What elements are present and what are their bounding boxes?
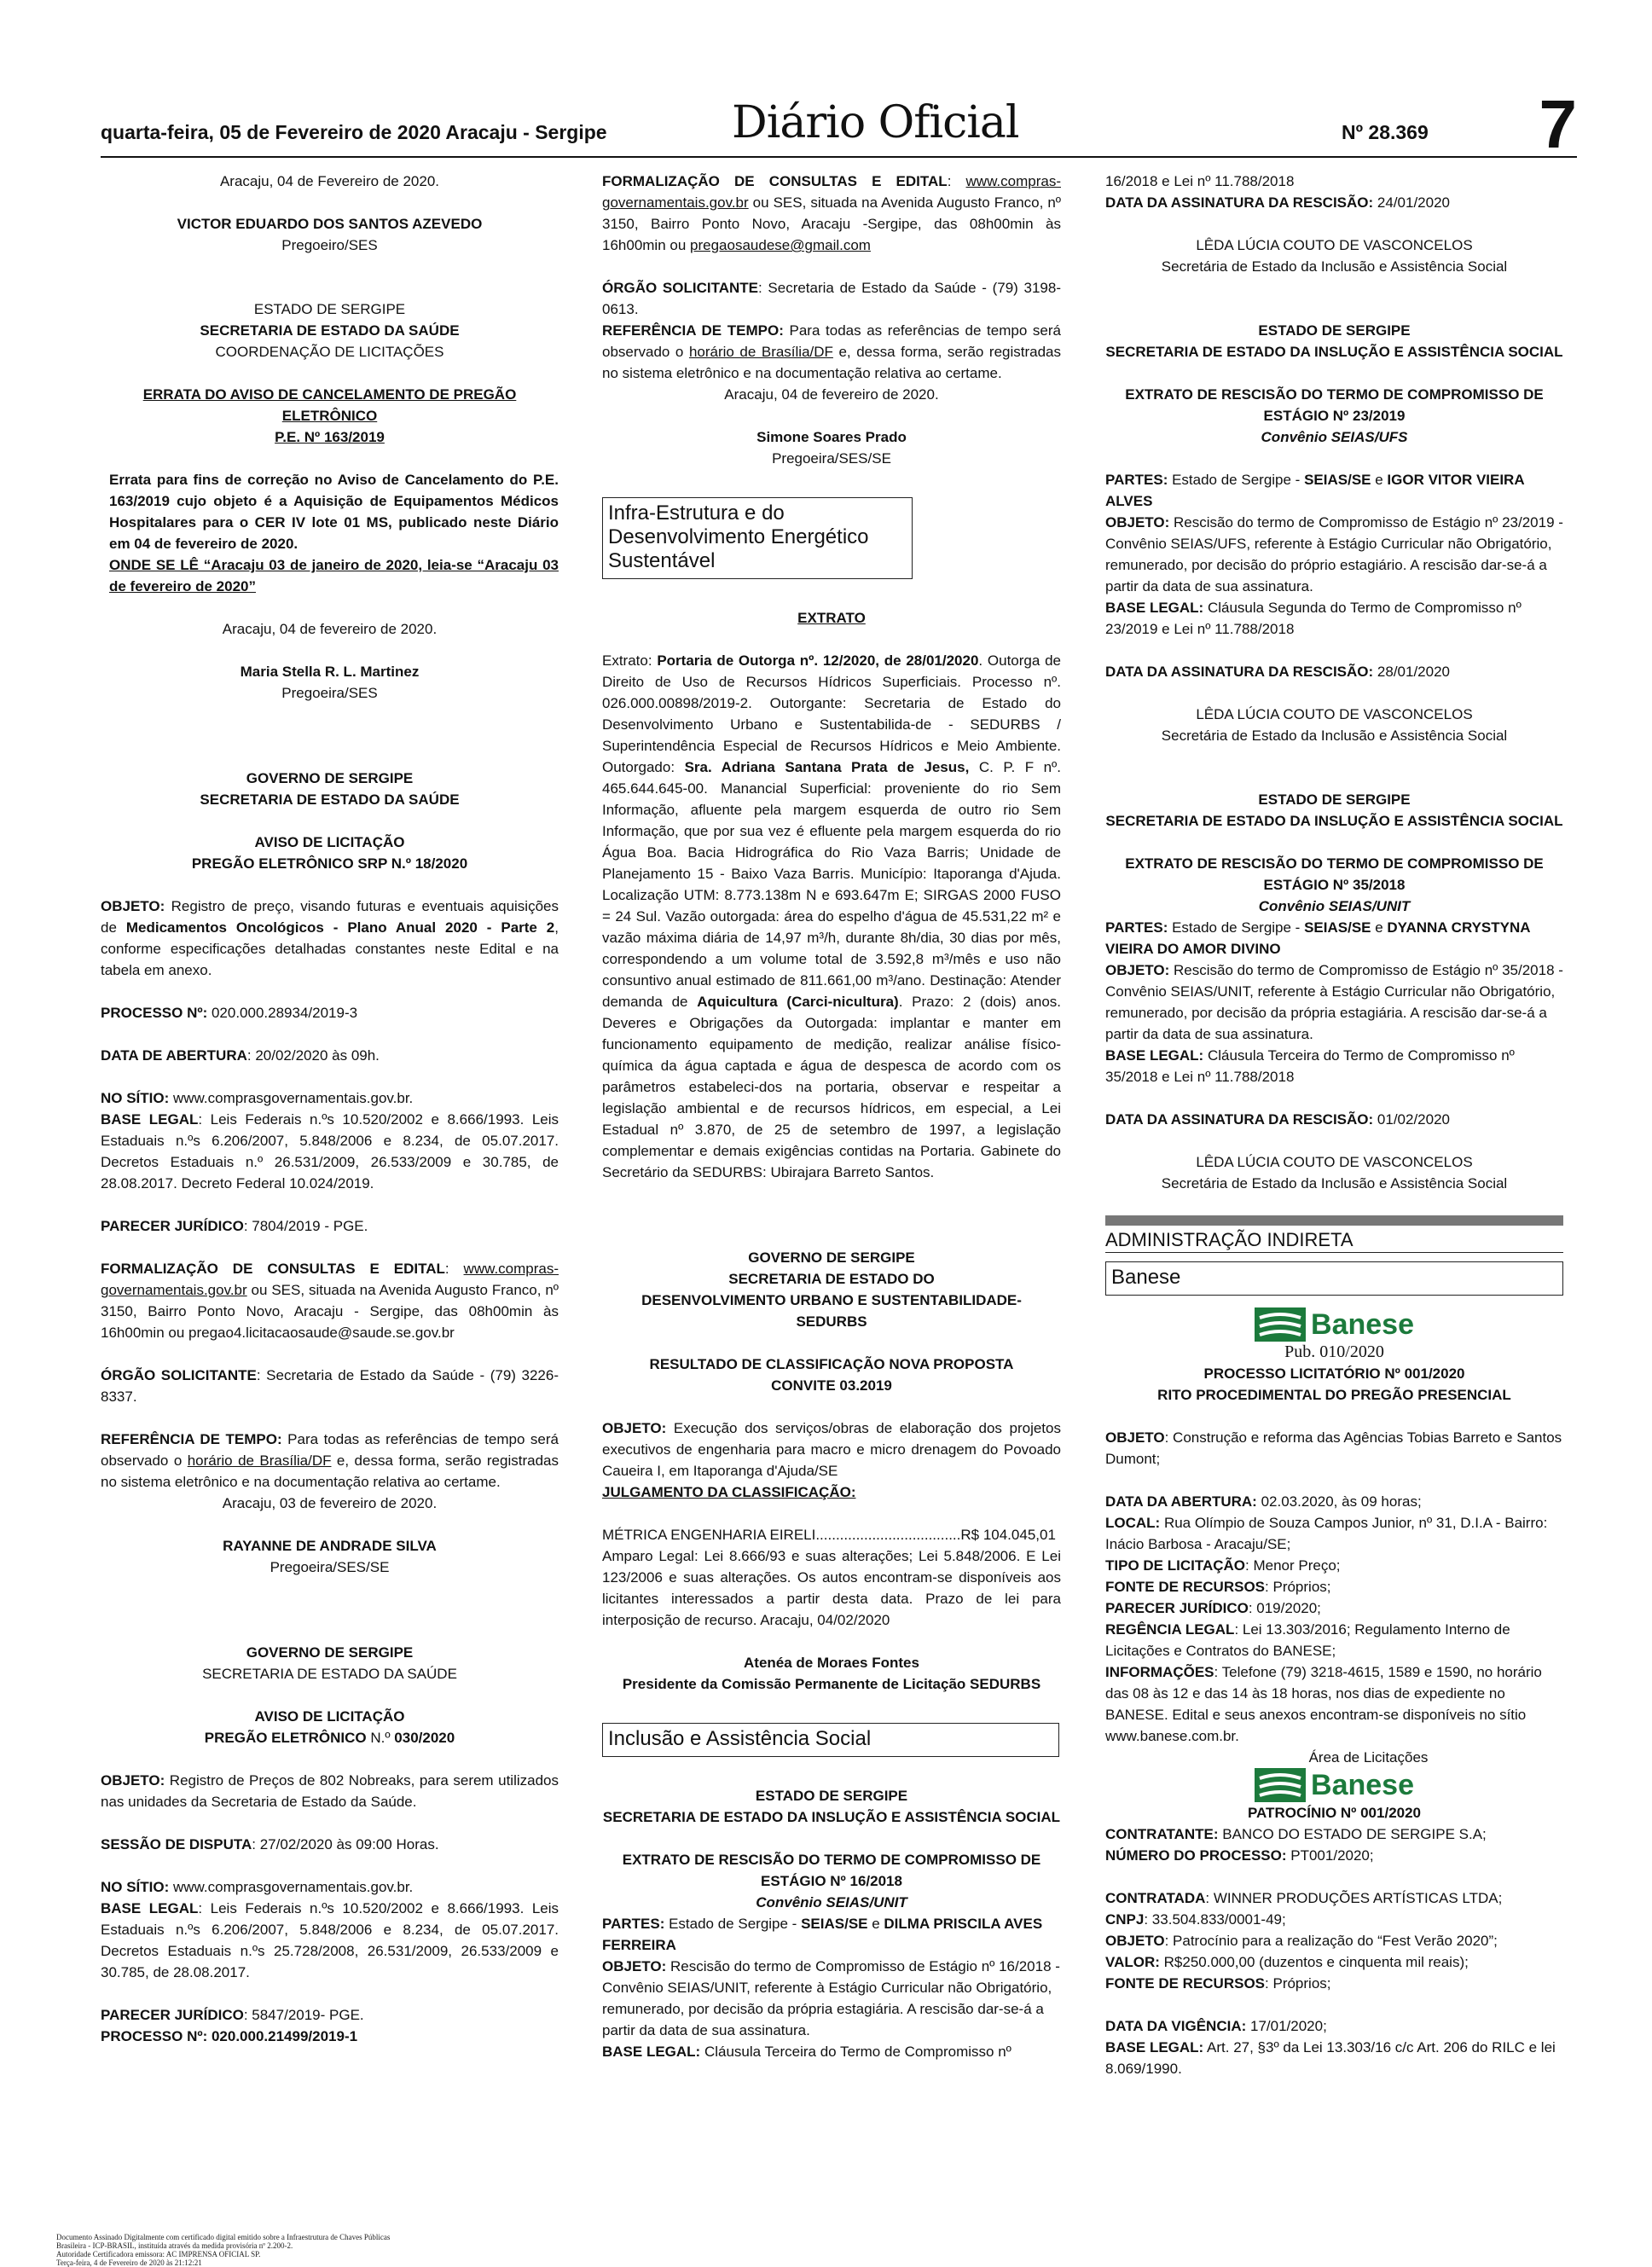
signatory-role: Secretária de Estado da Inclusão e Assistência Social xyxy=(1161,258,1508,275)
paragraph: PARECER JURÍDICO: 019/2020; xyxy=(1105,1600,1321,1616)
section-header: Banese xyxy=(1105,1261,1563,1296)
page-number: 7 xyxy=(1539,86,1577,162)
paragraph: OBJETO: Rescisão do termo de Compromisso de Estágio nº 23/2019 - Convênio SEIAS/UFS, referente à Estágio Curricular não Obrigatório, remunerado, por decisão do próprio estagiário. A rescisão dar-se-á a partir da data de sua assinatura. xyxy=(1105,514,1563,594)
header-rule xyxy=(101,156,1577,158)
section-header: ADMINISTRAÇÃO INDIRETA xyxy=(1105,1215,1563,1253)
section-title: PREGÃO ELETRÔNICO N.º 030/2020 xyxy=(204,1730,455,1746)
paragraph: PARTES: Estado de Sergipe - SEIAS/SE e IGOR VITOR VIEIRA ALVES xyxy=(1105,472,1524,509)
paragraph: INFORMAÇÕES: Telefone (79) 3218-4615, 1589 e 1590, no horário das 08 às 12 e das 14 às 18 horas, nos dias de expediente no BANESE. Edital e seus anexos encontram-se disponíveis no sítio www.banese.com.br. xyxy=(1105,1664,1542,1744)
footer-line: Autoridade Certificadora emissora: AC IMPRENSA OFICIAL SP. xyxy=(56,2250,261,2258)
column-3 xyxy=(1105,171,1563,2079)
paragraph: REGÊNCIA LEGAL: Lei 13.303/2016; Regulamento Interno de Licitações e Contratos do BANESE; xyxy=(1105,1621,1510,1659)
section-title: EXTRATO DE RESCISÃO DO TERMO DE COMPROMISSO DE ESTÁGIO Nº 23/2019 xyxy=(1125,386,1544,424)
section-title: JULGAMENTO DA CLASSIFICAÇÃO: xyxy=(602,1484,856,1500)
paragraph: DATA DA ASSINATURA DA RESCISÃO: 24/01/2020 xyxy=(1105,194,1450,211)
section-title: AVISO DE LICITAÇÃO xyxy=(254,834,405,850)
paragraph: OBJETO: Construção e reforma das Agências Tobias Barreto e Santos Dumont; xyxy=(1105,1429,1562,1467)
section-header: Inclusão e Assistência Social xyxy=(602,1723,1059,1757)
paragraph: OBJETO: Rescisão do termo de Compromisso de Estágio nº 16/2018 - Convênio SEIAS/UNIT, referente à Estágio Curricular não Obrigatório, remunerado, por decisão da própria estagiária. A rescisão dar-se-á a partir da data de sua assinatura. xyxy=(602,1958,1060,2038)
text-line: SECRETARIA DE ESTADO DA INSLUÇÃO E ASSISTÊNCIA SOCIAL xyxy=(1105,813,1563,829)
text-line: SECRETARIA DE ESTADO DA INSLUÇÃO E ASSISTÊNCIA SOCIAL xyxy=(1105,344,1563,360)
paragraph: PARECER JURÍDICO: 5847/2019- PGE. xyxy=(101,2007,364,2023)
paragraph: DATA DA ABERTURA: 02.03.2020, às 09 horas; xyxy=(1105,1493,1422,1510)
signatory-name: VICTOR EDUARDO DOS SANTOS AZEVEDO xyxy=(177,216,483,232)
paragraph: CNPJ: 33.504.833/0001-49; xyxy=(1105,1911,1286,1928)
signatory-name: LÊDA LÚCIA COUTO DE VASCONCELOS xyxy=(1196,1154,1473,1170)
paragraph: PROCESSO Nº: 020.000.28934/2019-3 xyxy=(101,1005,358,1021)
paragraph: FONTE DE RECURSOS: Próprios; xyxy=(1105,1579,1331,1595)
paragraph: TIPO DE LICITAÇÃO: Menor Preço; xyxy=(1105,1557,1341,1574)
paragraph: Errata para fins de correção no Aviso de Cancelamento do P.E. 163/2019 cujo objeto é a Aquisição de Equipamentos Médicos Hospitalares para o CER IV lote 01 MS, publicado neste Diário em 04 de fevereiro de 2020. xyxy=(109,472,559,552)
signatory-role: Pregoeiro/SES xyxy=(281,237,378,253)
paragraph: OBJETO: Execução dos serviços/obras de elaboração dos projetos executivos de engenharia para macro e micro drenagem do Povoado Caueira I, em Itaporanga d'Ajuda/SE xyxy=(602,1420,1061,1479)
signatory-role: Secretária de Estado da Inclusão e Assistência Social xyxy=(1161,1175,1508,1191)
header-date: quarta-feira, 05 de Fevereiro de 2020 Aracaju - Sergipe xyxy=(101,121,607,143)
paragraph: ONDE SE LÊ “Aracaju 03 de janeiro de 2020, leia-se “Aracaju 03 de fevereiro de 2020” xyxy=(109,557,559,594)
signatory-name: Atenéa de Moraes Fontes xyxy=(744,1655,919,1671)
paragraph: FONTE DE RECURSOS: Próprios; xyxy=(1105,1975,1331,1992)
digital-signature-note xyxy=(56,2233,500,2267)
text-line: GOVERNO DE SERGIPE xyxy=(246,1644,414,1661)
paragraph: OBJETO: Registro de preço, visando futuras e eventuais aquisições de Medicamentos Oncológicos - Plano Anual 2020 - Parte 2, conforme especificações detalhadas constantes neste Edital e na tabela em anexo. xyxy=(101,898,559,978)
paragraph: PROCESSO Nº: 020.000.21499/2019-1 xyxy=(101,2028,358,2044)
banese-logo-icon xyxy=(1255,1768,1306,1802)
paragraph: BASE LEGAL: Cláusula Terceira do Termo de Compromisso nº xyxy=(602,2044,1011,2060)
text-line: COORDENAÇÃO DE LICITAÇÕES xyxy=(215,344,444,360)
footer-line: Brasileira - ICP-BRASIL, instituída através da medida provisória nº 2.200-2. xyxy=(56,2241,293,2250)
text-line: ESTADO DE SERGIPE xyxy=(1258,791,1411,808)
paragraph: OBJETO: Registro de Preços de 802 Nobreaks, para serem utilizados nas unidades da Secretaria de Estado da Saúde. xyxy=(101,1772,559,1810)
paragraph: REFERÊNCIA DE TEMPO: Para todas as referências de tempo será observado o horário de Brasília/DF e, dessa forma, serão registradas no sistema eletrônico e na documentação relativa ao certame. xyxy=(101,1431,559,1490)
column-1 xyxy=(101,171,559,2047)
paragraph: DATA DE ABERTURA: 20/02/2020 às 09h. xyxy=(101,1047,380,1064)
paragraph: OBJETO: Patrocínio para a realização do “Fest Verão 2020”; xyxy=(1105,1933,1498,1949)
paragraph: MÉTRICA ENGENHARIA EIRELI....................................R$ 104.045,01 xyxy=(602,1527,1056,1543)
text-line: Área de Licitações xyxy=(1308,1749,1429,1765)
section-title: AVISO DE LICITAÇÃO xyxy=(254,1708,405,1725)
paragraph: DATA DA VIGÊNCIA: 17/01/2020; xyxy=(1105,2018,1327,2034)
signatory-name: LÊDA LÚCIA COUTO DE VASCONCELOS xyxy=(1196,237,1473,253)
text-line: SECRETARIA DE ESTADO DA INSLUÇÃO E ASSISTÊNCIA SOCIAL xyxy=(602,1809,1061,1825)
signatory-name: Maria Stella R. L. Martinez xyxy=(240,664,420,680)
text-line: ESTADO DE SERGIPE xyxy=(1258,322,1411,339)
section-title: P.E. Nº 163/2019 xyxy=(275,429,385,445)
column-2 xyxy=(602,171,1061,2062)
text-line: GOVERNO DE SERGIPE xyxy=(246,770,414,786)
section-subtitle: Convênio SEIAS/UNIT xyxy=(756,1894,907,1910)
text-line: Aracaju, 04 de fevereiro de 2020. xyxy=(222,621,438,637)
paragraph: DATA DA ASSINATURA DA RESCISÃO: 01/02/2020 xyxy=(1105,1111,1450,1128)
section-title: PATROCÍNIO Nº 001/2020 xyxy=(1247,1805,1422,1821)
paragraph: Extrato: Portaria de Outorga nº. 12/2020, de 28/01/2020. Outorga de Direito de Uso de Recursos Hídricos Superficiais. Processo nº. 026.000.00898/2019-2. Outorgante: Secretaria de Estado do Desenvolvimento Urbano e Sustentabilida-de - SEDURBS / Superintendência Especial de Recursos Hídricos e Meio Ambiente. Outorgado: Sra. Adriana Santana Prata de Jesus, C. P. F nº. 465.644.645-00. Manancial Superficial: proveniente do rio Sem Informação, afluente pela margem esquerda de outro rio Sem Informação, que por sua vez é efluente pela margem esquerda do rio Água Boa. Bacia Hidrográfica do Rio Vaza Barris; Unidade de Planejamento 15 - Baixo Vaza Barris. Município: Itaporanga d'Ajuda. Localização UTM: 8.773.138m N e 693.647m E; SIRGAS 2000 FUSO = 24 Sul. Vazão outorgada: área do espelho d'água de 45.531,22 m² e vazão máxima diária de 14,97 m³/h, durante 8h/dia, 30 dias por mês, correspondendo a um volume total de 3.592,8 m³/mês e uso não consuntivo anual estimado de 811.661,00 m³/ano. Destinação: Atender demanda de Aquicultura (Carci-nicultura). Prazo: 2 (dois) anos. Deveres e Obrigações da Outorgada: implantar e manter em funcionamento equipamento de medição, realizar análise físico-química da água captada e água de despesca de acordo com os parâmetros estabeleci-dos na portaria, observar e respeitar a legislação ambiental e de recursos hídricos, em especial, a Lei Estadual nº 3.870, de 25 de setembro de 1997, a legislação complementar e demais exigências contidas na Portaria. Gabinete do Secretário da SEDURBS: Ubirajara Barreto Santos. xyxy=(602,652,1061,1180)
paragraph: BASE LEGAL: Art. 27, §3º da Lei 13.303/16 c/c Art. 206 do RILC e lei 8.069/1990. xyxy=(1105,2039,1556,2077)
footer-line: Documento Assinado Digitalmente com certificado digital emitido sobre a Infraestrutura de Chaves Públicas xyxy=(56,2233,391,2241)
edition-number: Nº 28.369 xyxy=(1342,121,1429,143)
paragraph: CONTRATADA: WINNER PRODUÇÕES ARTÍSTICAS LTDA; xyxy=(1105,1890,1503,1906)
paragraph: BASE LEGAL: Cláusula Segunda do Termo de Compromisso nº 23/2019 e Lei nº 11.788/2018 xyxy=(1105,600,1522,637)
text-line: DESENVOLVIMENTO URBANO E SUSTENTABILIDADE-SEDURBS xyxy=(641,1292,1022,1330)
paragraph: PARECER JURÍDICO: 7804/2019 - PGE. xyxy=(101,1218,368,1234)
paragraph: NÚMERO DO PROCESSO: PT001/2020; xyxy=(1105,1847,1374,1864)
text-line: ESTADO DE SERGIPE xyxy=(755,1788,908,1804)
paragraph: BASE LEGAL: Leis Federais n.ºs 10.520/2002 e 8.666/1993. Leis Estaduais n.ºs 6.206/2007, 5.848/2006 e 8.234, de 05.07.2017. Decretos Estaduais n.ºs 25.728/2008, 26.531/2009, 26.533/2009 e 30.785, de 28.08.2017. xyxy=(101,1900,559,1980)
section-header: Infra-Estrutura e do Desenvolvimento Energético Sustentável xyxy=(602,497,913,579)
text-line: SECRETARIA DE ESTADO DO xyxy=(728,1271,935,1287)
signatory-role: Pregoeira/SES/SE xyxy=(772,450,891,467)
section-title: EXTRATO DE RESCISÃO DO TERMO DE COMPROMISSO DE ESTÁGIO Nº 35/2018 xyxy=(1125,855,1544,893)
banese-logo xyxy=(1105,1768,1563,1802)
banese-logo-text: Banese xyxy=(1311,1307,1414,1341)
section-subtitle: Convênio SEIAS/UNIT xyxy=(1258,898,1411,914)
banese-logo xyxy=(1105,1307,1563,1342)
newspaper-title: Diário Oficial xyxy=(732,97,1019,148)
section-title: PREGÃO ELETRÔNICO SRP N.º 18/2020 xyxy=(191,855,468,872)
text-line: SECRETARIA DE ESTADO DA SAÚDE xyxy=(200,322,460,339)
paragraph: NO SÍTIO: www.comprasgovernamentais.gov.br. xyxy=(101,1879,414,1895)
page-header xyxy=(101,85,1577,162)
signatory-role: Secretária de Estado da Inclusão e Assistência Social xyxy=(1161,728,1508,744)
section-title: RITO PROCEDIMENTAL DO PREGÃO PRESENCIAL xyxy=(1157,1387,1511,1403)
banese-logo-icon xyxy=(1255,1307,1306,1342)
text-line: SECRETARIA DE ESTADO DA SAÚDE xyxy=(200,791,460,808)
paragraph: Amparo Legal: Lei 8.666/93 e suas alterações; Lei 5.848/2006. E Lei 123/2006 e suas alterações. Os autos encontram-se disponíveis aos licitantes interessados a partir desta data. Prazo de lei para interposição de recurso. Aracaju, 04/02/2020 xyxy=(602,1548,1061,1628)
text-line: 16/2018 e Lei nº 11.788/2018 xyxy=(1105,173,1295,189)
text-line: GOVERNO DE SERGIPE xyxy=(748,1249,915,1266)
paragraph: ÓRGÃO SOLICITANTE: Secretaria de Estado da Saúde - (79) 3198-0613. xyxy=(602,280,1061,317)
signatory-name: RAYANNE DE ANDRADE SILVA xyxy=(223,1538,437,1554)
footer-line: Terça-feira, 4 de Fevereiro de 2020 às 21:12:21 xyxy=(56,2258,202,2267)
paragraph: BASE LEGAL: Cláusula Terceira do Termo de Compromisso nº 35/2018 e Lei nº 11.788/2018 xyxy=(1105,1047,1515,1085)
text-line: SECRETARIA DE ESTADO DA SAÚDE xyxy=(202,1666,457,1682)
signatory-role: Pregoeira/SES/SE xyxy=(270,1559,390,1575)
text-line: Aracaju, 03 de fevereiro de 2020. xyxy=(222,1495,438,1511)
paragraph: NO SÍTIO: www.comprasgovernamentais.gov.br. xyxy=(101,1090,414,1106)
text-line: Aracaju, 04 de fevereiro de 2020. xyxy=(724,386,939,403)
section-title: ERRATA DO AVISO DE CANCELAMENTO DE PREGÃO ELETRÔNICO xyxy=(142,386,517,424)
text-line: ESTADO DE SERGIPE xyxy=(253,301,406,317)
paragraph: VALOR: R$250.000,00 (duzentos e cinquenta mil reais); xyxy=(1105,1954,1469,1970)
paragraph: PARTES: Estado de Sergipe - SEIAS/SE e DYANNA CRYSTYNA VIEIRA DO AMOR DIVINO xyxy=(1105,919,1530,957)
publication-number: Pub. 010/2020 xyxy=(1284,1342,1384,1361)
paragraph: REFERÊNCIA DE TEMPO: Para todas as referências de tempo será observado o horário de Brasília/DF e, dessa forma, serão registradas no sistema eletrônico e na documentação relativa ao certame. xyxy=(602,322,1062,381)
paragraph: ÓRGÃO SOLICITANTE: Secretaria de Estado da Saúde - (79) 3226-8337. xyxy=(101,1367,559,1405)
paragraph: BASE LEGAL: Leis Federais n.ºs 10.520/2002 e 8.666/1993. Leis Estaduais n.ºs 6.206/2007, 5.848/2006 e 8.234, de 05.07.2017. Decretos Estaduais n.º 26.531/2009, 26.533/2009 e 30.785, de 28.08.2017. Decreto Federal 10.024/2019. xyxy=(101,1111,559,1191)
paragraph: LOCAL: Rua Olímpio de Souza Campos Junior, nº 31, D.I.A - Bairro: Inácio Barbosa - Aracaju/SE; xyxy=(1105,1515,1548,1552)
paragraph: FORMALIZAÇÃO DE CONSULTAS E EDITAL: www.compras-governamentais.gov.br ou SES, situada na Avenida Augusto Franco, nº 3150, Bairro Ponto Novo, Aracaju - Sergipe, das 08h00min às 16h00min ou pregao4.licitacaosaude@saude.se.gov.br xyxy=(101,1261,559,1341)
paragraph: OBJETO: Rescisão do termo de Compromisso de Estágio nº 35/2018 - Convênio SEIAS/UNIT, referente à Estágio Curricular não Obrigatório, remunerado, por decisão da própria estagiária. A rescisão dar-se-á a partir da data de sua assinatura. xyxy=(1105,962,1563,1042)
section-title: PROCESSO LICITATÓRIO Nº 001/2020 xyxy=(1203,1365,1465,1382)
section-title: RESULTADO DE CLASSIFICAÇÃO NOVA PROPOSTA CONVITE 03.2019 xyxy=(649,1356,1014,1394)
section-title: EXTRATO DE RESCISÃO DO TERMO DE COMPROMISSO DE ESTÁGIO Nº 16/2018 xyxy=(622,1852,1041,1889)
text-line: Aracaju, 04 de Fevereiro de 2020. xyxy=(219,173,440,189)
paragraph: PARTES: Estado de Sergipe - SEIAS/SE e DILMA PRISCILA AVES FERREIRA xyxy=(602,1916,1043,1953)
signatory-role: Presidente da Comissão Permanente de Licitação SEDURBS xyxy=(622,1676,1041,1692)
paragraph: FORMALIZAÇÃO DE CONSULTAS E EDITAL: www.compras-governamentais.gov.br ou SES, situada na Avenida Augusto Franco, nº 3150, Bairro Ponto Novo, Aracaju -Sergipe, das 08h00min às 16h00min ou pregaosaudese@gmail.com xyxy=(602,173,1061,253)
paragraph: DATA DA ASSINATURA DA RESCISÃO: 28/01/2020 xyxy=(1105,664,1450,680)
banese-logo-text: Banese xyxy=(1311,1768,1414,1801)
section-subtitle: Convênio SEIAS/UFS xyxy=(1261,429,1408,445)
signatory-name: LÊDA LÚCIA COUTO DE VASCONCELOS xyxy=(1196,706,1473,722)
paragraph: SESSÃO DE DISPUTA: 27/02/2020 às 09:00 Horas. xyxy=(101,1836,439,1852)
paragraph: CONTRATANTE: BANCO DO ESTADO DE SERGIPE S.A; xyxy=(1105,1826,1487,1842)
signatory-name: Simone Soares Prado xyxy=(756,429,907,445)
signatory-role: Pregoeira/SES xyxy=(281,685,378,701)
section-title: EXTRATO xyxy=(797,610,866,626)
